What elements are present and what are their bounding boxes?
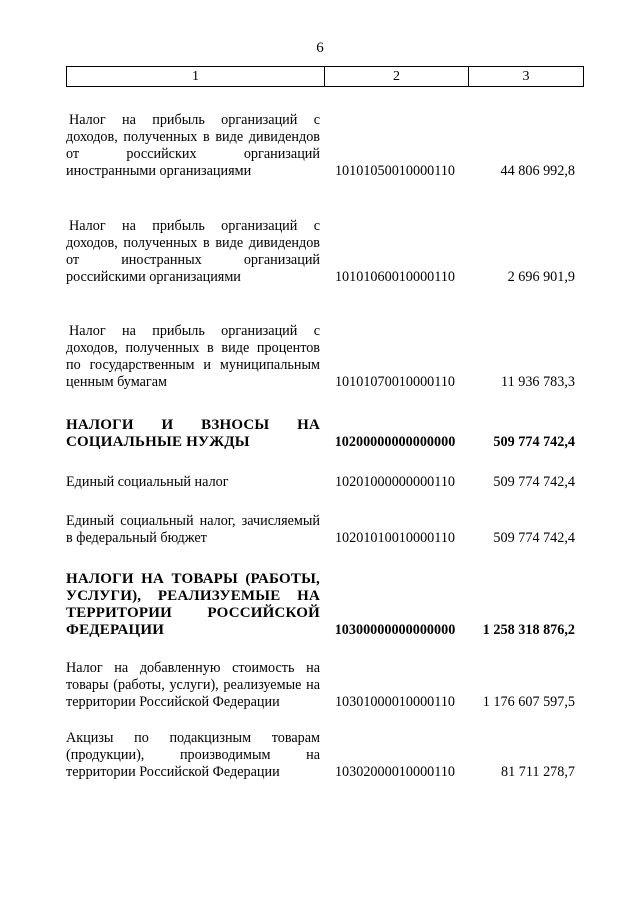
table-row	[66, 323, 584, 391]
table-row	[66, 660, 584, 711]
row-code: 10101050010000110	[334, 163, 456, 179]
header-col-1: 1	[67, 67, 325, 86]
row-code: 10301000010000110	[334, 694, 456, 710]
row-amount: 509 774 742,4	[493, 474, 575, 490]
page-number: 6	[316, 40, 324, 56]
row-code: 10200000000000000	[334, 434, 456, 450]
row-code: 10101070010000110	[334, 374, 456, 390]
row-description: Единый социальный налог	[66, 474, 229, 490]
row-amount: 11 936 783,3	[501, 374, 575, 390]
table-row	[66, 474, 584, 491]
row-amount: 509 774 742,4	[493, 530, 575, 546]
table-row	[66, 730, 584, 781]
row-code: 10302000010000110	[334, 764, 456, 780]
table-header	[66, 66, 584, 87]
table-row	[66, 112, 584, 180]
row-description: Налог на добавленную стоимость на товары (работы, услуги), реализуемые на территории Российской Федерации	[66, 660, 320, 710]
header-col-2: 2	[325, 67, 469, 86]
row-code: 10201010010000110	[334, 530, 456, 546]
row-description: Акцизы по подакцизным товарам (продукции), производимым на территории Российской Федерации	[66, 730, 320, 780]
row-amount: 1 258 318 876,2	[482, 622, 575, 638]
table-row-section	[66, 571, 584, 639]
row-code: 10101060010000110	[334, 269, 456, 285]
row-amount: 44 806 992,8	[500, 163, 575, 179]
row-description: Налог на прибыль организаций с доходов, полученных в виде дивидендов от российских организаций иностранными организациями	[66, 112, 320, 179]
table-row-section	[66, 417, 584, 451]
row-description: Единый социальный налог, зачисляемый в федеральный бюджет	[66, 513, 320, 546]
row-amount: 81 711 278,7	[501, 764, 575, 780]
table-row	[66, 513, 584, 547]
row-description: НАЛОГИ И ВЗНОСЫ НА СОЦИАЛЬНЫЕ НУЖДЫ	[66, 417, 320, 450]
row-amount: 2 696 901,9	[507, 269, 575, 285]
row-amount: 1 176 607 597,5	[482, 694, 575, 710]
row-amount: 509 774 742,4	[493, 434, 575, 450]
row-code: 10201000000000110	[334, 474, 456, 490]
header-col-3: 3	[522, 68, 530, 84]
row-description: НАЛОГИ НА ТОВАРЫ (РАБОТЫ, УСЛУГИ), РЕАЛИЗУЕМЫЕ НА ТЕРРИТОРИИ РОССИЙСКОЙ ФЕДЕРАЦИИ	[66, 571, 320, 638]
row-description: Налог на прибыль организаций с доходов, полученных в виде дивидендов от иностранных организаций российскими организациями	[66, 218, 320, 285]
table-row	[66, 218, 584, 286]
row-code: 10300000000000000	[334, 622, 456, 638]
row-description: Налог на прибыль организаций с доходов, полученных в виде процентов по государственным и муниципальным ценным бумагам	[66, 323, 320, 390]
